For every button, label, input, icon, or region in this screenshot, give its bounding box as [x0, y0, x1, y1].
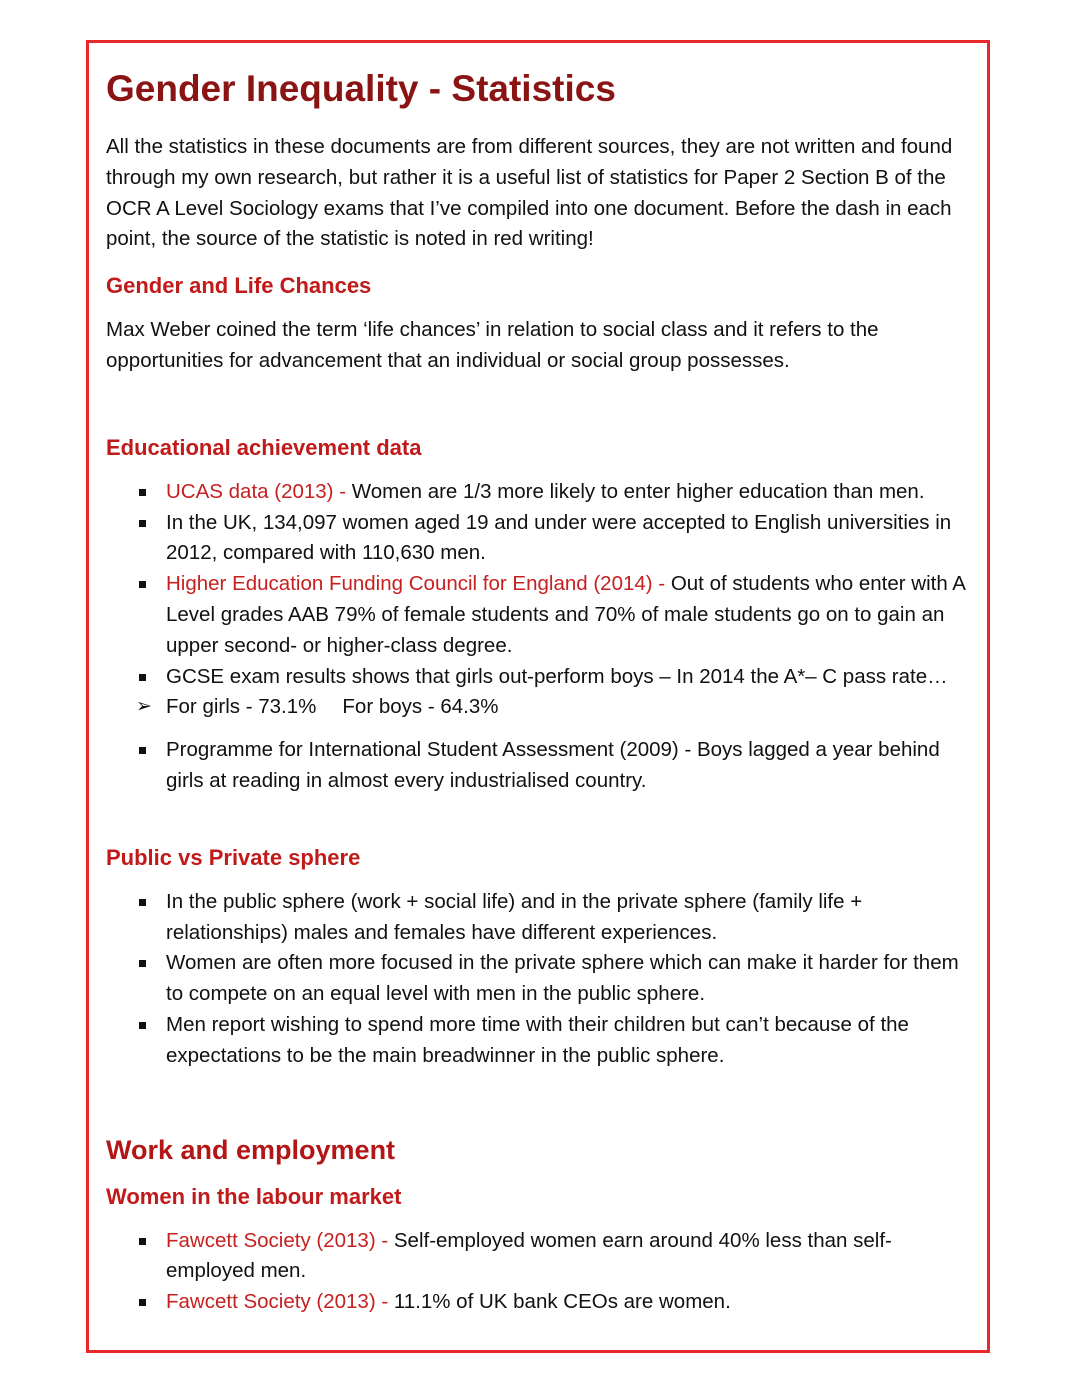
list-item	[106, 887, 972, 949]
bullet-icon	[139, 581, 146, 588]
source-label: UCAS data (2013) -	[166, 479, 352, 503]
labour-market-list	[106, 1226, 972, 1318]
sub-list-item	[106, 692, 972, 723]
heading-life-chances: Gender and Life Chances	[106, 273, 372, 299]
item-text: Programme for International Student Assessment (2009) - Boys lagged a year behind girls at reading in almost every industrialised country.	[166, 738, 940, 792]
item-text: Self-employed women earn around 40% less than self-employed men.	[166, 1228, 892, 1283]
heading-public-private: Public vs Private sphere	[106, 844, 361, 870]
arrow-bullet-icon: ➢	[136, 696, 152, 718]
list-item	[106, 1287, 972, 1318]
heading-women-labour-market: Women in the labour market	[106, 1183, 402, 1209]
list-item	[106, 948, 972, 1010]
bullet-icon	[139, 960, 146, 967]
education-list	[106, 477, 972, 797]
bullet-icon	[139, 899, 146, 906]
girls-rate: For girls - 73.1%	[166, 695, 317, 719]
item-text: 11.1% of UK bank CEOs are women.	[393, 1290, 731, 1314]
list-item	[106, 1226, 972, 1288]
intro-paragraph: All the statistics in these documents are from different sources, they are not written and found through my own research, but rather it is a useful list of statistics for Paper 2 Section B of the OCR A Level Sociology exams that I’ve compiled into one document. Before the dash in each point, the source of the statistic is noted in red writing!	[106, 135, 953, 251]
source-label: Higher Education Funding Council for England (2014) -	[166, 572, 671, 596]
list-item	[106, 477, 972, 508]
document-title: Gender Inequality - Statistics	[106, 68, 616, 109]
list-item	[106, 735, 972, 797]
source-label: Fawcett Society (2013) -	[166, 1290, 394, 1314]
life-chances-paragraph: Max Weber coined the term ‘life chances’ in relation to social class and it refers to the opportunities for advancement that an individual or social group possesses.	[106, 318, 879, 372]
list-item	[106, 662, 972, 693]
heading-work-employment: Work and employment	[106, 1134, 396, 1165]
list-item	[106, 508, 972, 570]
item-text: Women are 1/3 more likely to enter higher education than men.	[351, 479, 925, 503]
item-text: Women are often more focused in the private sphere which can make it harder for them to compete on an equal level with men in the public sphere.	[166, 951, 959, 1006]
item-text: Men report wishing to spend more time with their children but can’t because of the expectations to be the main breadwinner in the public sphere.	[166, 1012, 909, 1067]
source-label: Fawcett Society (2013) -	[166, 1228, 394, 1252]
document-content	[106, 60, 972, 1318]
public-private-list	[106, 887, 972, 1072]
boys-rate: For boys - 64.3%	[342, 695, 499, 719]
bullet-icon	[139, 1238, 146, 1245]
list-item	[106, 1010, 972, 1072]
item-text: In the public sphere (work + social life) and in the private sphere (family life + relationships) males and females have different experiences.	[166, 889, 863, 944]
bullet-icon	[139, 747, 146, 754]
bullet-icon	[139, 520, 146, 527]
item-text: GCSE exam results shows that girls out-perform boys – In 2014 the A*– C pass rate…	[166, 664, 948, 688]
heading-educational-achievement: Educational achievement data	[106, 434, 422, 460]
bullet-icon	[139, 1299, 146, 1306]
bullet-icon	[139, 1022, 146, 1029]
item-text: Out of students who enter with A Level grades AAB 79% of female students and 70% of male students go on to gain an upper second- or higher-class degree.	[166, 572, 965, 657]
item-text: In the UK, 134,097 women aged 19 and under were accepted to English universities in 2012, compared with 110,630 men.	[166, 510, 952, 565]
bullet-icon	[139, 489, 146, 496]
list-item	[106, 569, 972, 661]
bullet-icon	[139, 674, 146, 681]
